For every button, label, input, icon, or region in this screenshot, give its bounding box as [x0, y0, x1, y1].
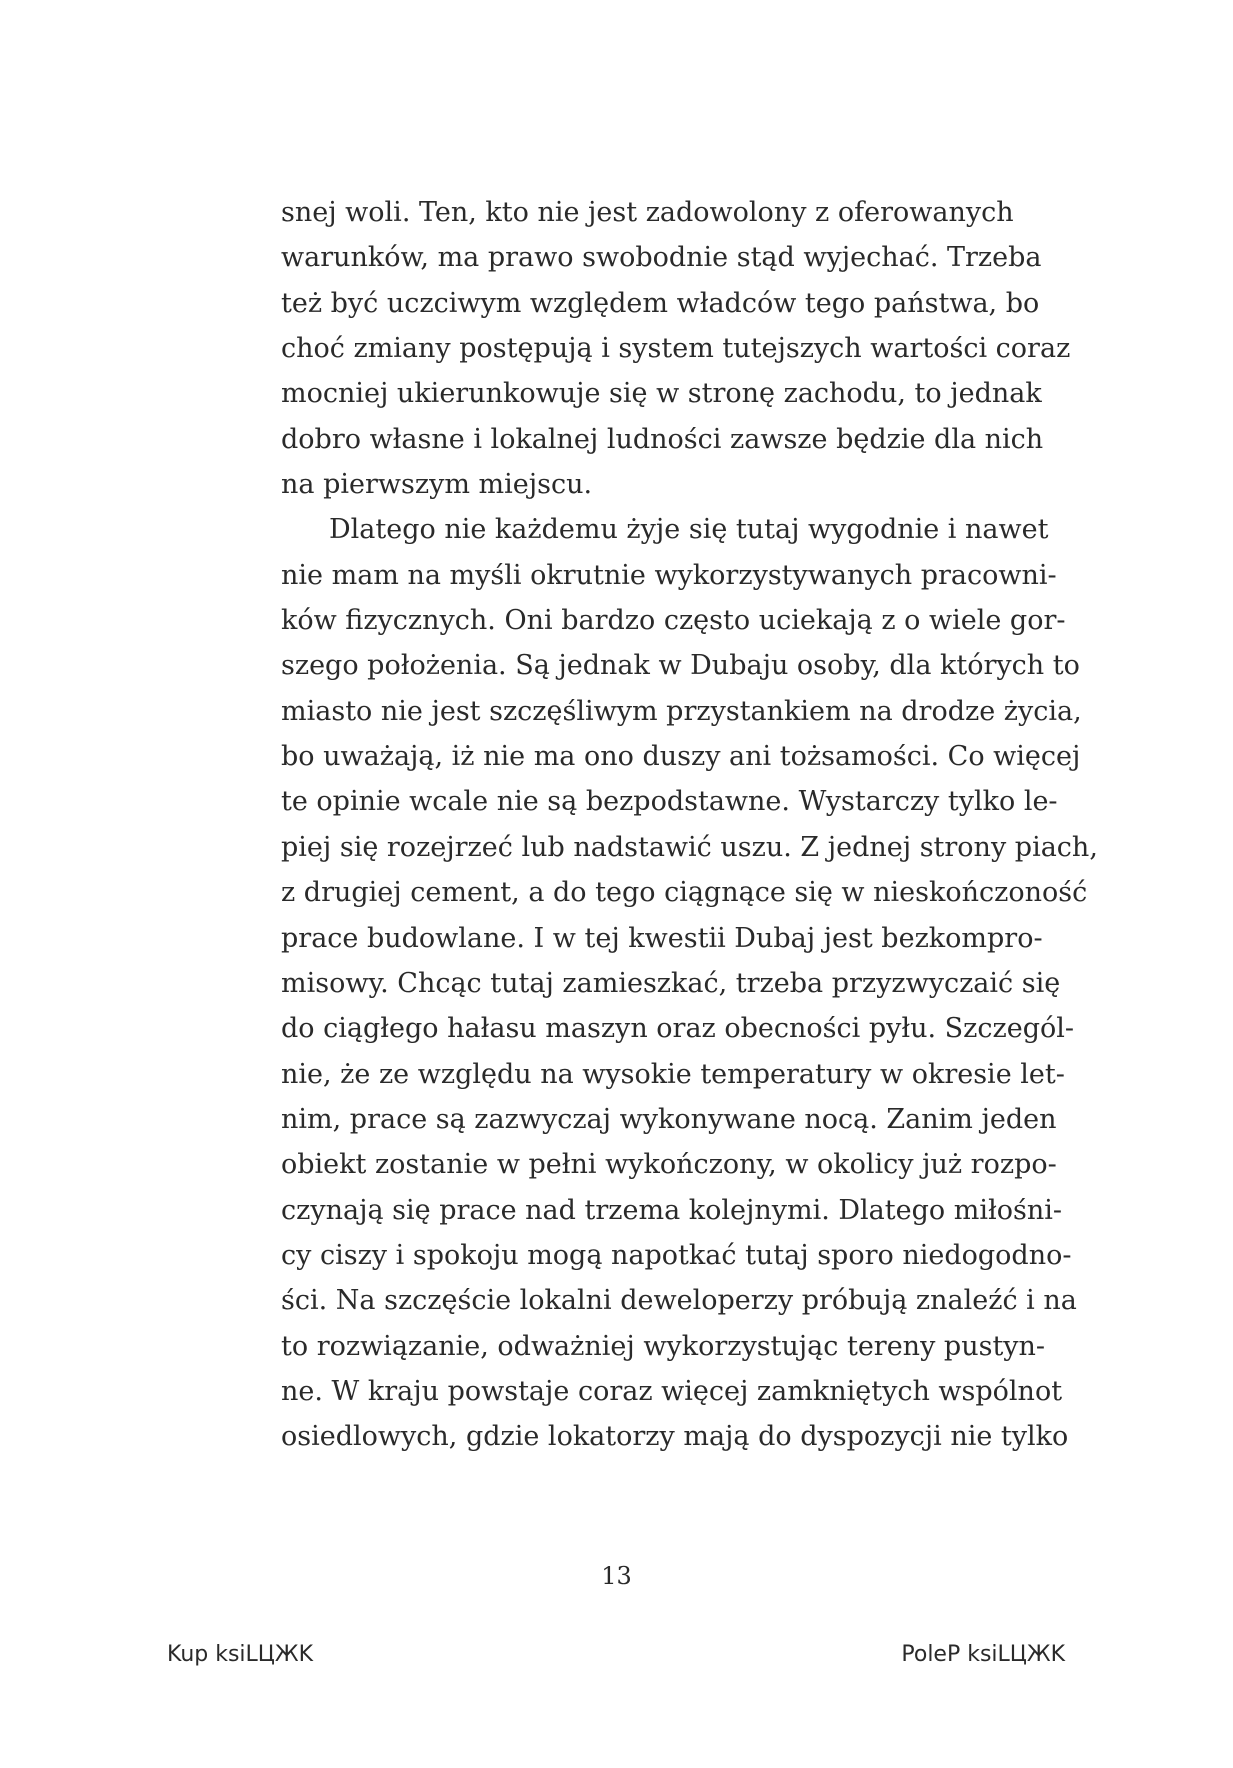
- text-line: szego położenia. Są jednak w Dubaju osoby, dla których to: [281, 650, 1080, 682]
- text-line: ków fizycznych. Oni bardzo często uciekają z o wiele gor-: [281, 605, 1066, 637]
- text-line: nie, że ze względu na wysokie temperatury w okresie let-: [281, 1058, 1065, 1090]
- buy-book-link[interactable]: Kup ksiLЦЖK: [167, 1642, 314, 1667]
- text-line: osiedlowych, gdzie lokatorzy mają do dyspozycji nie tylko: [281, 1421, 1069, 1453]
- text-line: warunków, ma prawo swobodnie stąd wyjechać. Trzeba: [281, 242, 1042, 274]
- text-line: bo uważają, iż nie ma ono duszy ani tożsamości. Co więcej: [281, 741, 1081, 773]
- text-line: cy ciszy i spokoju mogą napotkać tutaj sporo niedogodno-: [281, 1239, 1072, 1271]
- text-line: do ciągłego hałasu maszyn oraz obecności pyłu. Szczegól-: [281, 1013, 1075, 1045]
- text-line: Dlatego nie każdemu żyje się tutaj wygodnie i nawet: [329, 514, 1049, 546]
- text-line: nim, prace są zazwyczaj wykonywane nocą. Zanim jeden: [281, 1103, 1057, 1135]
- text-line: to rozwiązanie, odważniej wykorzystując tereny pustyn-: [281, 1330, 1046, 1362]
- recommend-book-link[interactable]: PoleP ksiLЦЖK: [901, 1642, 1065, 1667]
- text-line: dobro własne i lokalnej ludności zawsze będzie dla nich: [281, 423, 1044, 455]
- text-line: misowy. Chcąc tutaj zamieszkać, trzeba przyzwyczaić się: [281, 967, 1061, 999]
- text-line: snej woli. Ten, kto nie jest zadowolony z oferowanych: [281, 197, 1014, 228]
- text-line: na pierwszym miejscu.: [281, 469, 593, 501]
- text-line: też być uczciwym względem władców tego państwa, bo: [281, 287, 1040, 319]
- text-line: choć zmiany postępują i system tutejszych wartości coraz: [281, 333, 1071, 365]
- text-line: nie mam na myśli okrutnie wykorzystywanych pracowni-: [281, 559, 1057, 591]
- text-line: piej się rozejrzeć lub nadstawić uszu. Z jednej strony piach,: [281, 831, 1098, 863]
- text-line: ści. Na szczęście lokalni deweloperzy próbują znaleźć i na: [281, 1285, 1077, 1317]
- text-line: mocniej ukierunkowuje się w stronę zachodu, to jednak: [281, 378, 1042, 410]
- text-line: miasto nie jest szczęśliwym przystankiem na drodze życia,: [281, 695, 1082, 727]
- text-line: ne. W kraju powstaje coraz więcej zamkniętych wspólnot: [281, 1375, 1063, 1407]
- text-line: prace budowlane. I w tej kwestii Dubaj jest bezkompro-: [281, 922, 1043, 954]
- text-line: te opinie wcale nie są bezpodstawne. Wystarczy tylko le-: [281, 786, 1058, 818]
- page-number: 13: [601, 1562, 632, 1590]
- body-text: [281, 190, 1098, 1460]
- text-line: czynają się prace nad trzema kolejnymi. Dlatego miłośni-: [281, 1194, 1062, 1226]
- text-line: obiekt zostanie w pełni wykończony, w okolicy już rozpo-: [281, 1149, 1057, 1181]
- text-line: z drugiej cement, a do tego ciągnące się w nieskończoność: [281, 877, 1088, 909]
